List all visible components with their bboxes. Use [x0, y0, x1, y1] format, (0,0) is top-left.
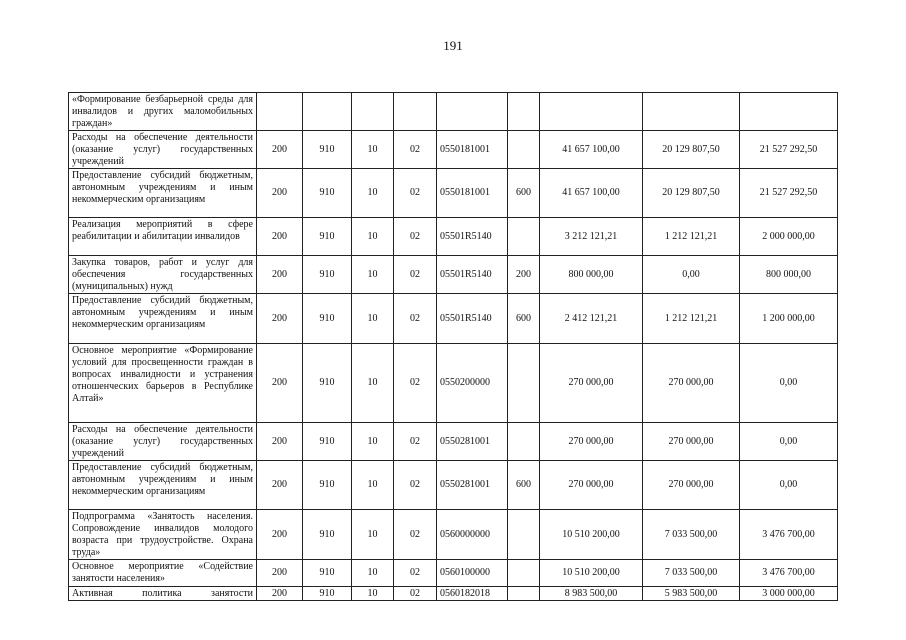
chapter-code-cell: 10 [352, 461, 394, 510]
amount-total-cell [540, 93, 643, 131]
expense-type-cell [508, 344, 540, 423]
amount-regional-cell: 21 527 292,50 [740, 131, 838, 169]
amount-total-cell: 3 212 121,21 [540, 218, 643, 256]
chapter-code-cell: 10 [352, 560, 394, 587]
expense-type-cell: 600 [508, 294, 540, 344]
amount-regional-cell: 0,00 [740, 344, 838, 423]
ministry-code-cell: 910 [303, 131, 352, 169]
amount-federal-cell: 270 000,00 [643, 461, 740, 510]
amount-federal-cell: 7 033 500,00 [643, 510, 740, 560]
amount-federal-cell: 20 129 807,50 [643, 131, 740, 169]
amount-total-cell: 10 510 200,00 [540, 510, 643, 560]
amount-regional-cell [740, 93, 838, 131]
subchapter-code-cell: 02 [394, 587, 437, 601]
ministry-code-cell: 910 [303, 560, 352, 587]
section-code-cell: 200 [257, 560, 303, 587]
chapter-code-cell: 10 [352, 510, 394, 560]
chapter-code-cell: 10 [352, 256, 394, 294]
target-article-cell: 0560182018 [437, 587, 508, 601]
amount-total-cell: 41 657 100,00 [540, 169, 643, 218]
ministry-code-cell: 910 [303, 587, 352, 601]
amount-federal-cell: 270 000,00 [643, 344, 740, 423]
subchapter-code-cell: 02 [394, 131, 437, 169]
amount-regional-cell: 0,00 [740, 423, 838, 461]
amount-federal-cell: 5 983 500,00 [643, 587, 740, 601]
section-code-cell: 200 [257, 344, 303, 423]
table-row [69, 423, 838, 461]
section-code-cell [257, 93, 303, 131]
row-name-cell: Предоставление субсидий бюджетным, автономным учреждениям и иным некоммерческим организациям [69, 169, 257, 218]
ministry-code-cell: 910 [303, 344, 352, 423]
table-row [69, 256, 838, 294]
subchapter-code-cell: 02 [394, 423, 437, 461]
ministry-code-cell [303, 93, 352, 131]
row-name-cell: Реализация мероприятий в сфере реабилитации и абилитации инвалидов [69, 218, 257, 256]
section-code-cell: 200 [257, 131, 303, 169]
amount-federal-cell: 0,00 [643, 256, 740, 294]
chapter-code-cell: 10 [352, 131, 394, 169]
target-article-cell: 0550181001 [437, 169, 508, 218]
subchapter-code-cell [394, 93, 437, 131]
ministry-code-cell: 910 [303, 510, 352, 560]
chapter-code-cell: 10 [352, 423, 394, 461]
table-row [69, 344, 838, 423]
amount-total-cell: 270 000,00 [540, 344, 643, 423]
amount-total-cell: 270 000,00 [540, 423, 643, 461]
amount-federal-cell: 7 033 500,00 [643, 560, 740, 587]
subchapter-code-cell: 02 [394, 510, 437, 560]
subchapter-code-cell: 02 [394, 344, 437, 423]
expense-type-cell [508, 423, 540, 461]
table-row [69, 294, 838, 344]
row-name-cell: «Формирование безбарьерной среды для инвалидов и других маломобильных граждан» [69, 93, 257, 131]
target-article-cell: 05501R5140 [437, 218, 508, 256]
ministry-code-cell: 910 [303, 218, 352, 256]
page-number: 191 [443, 38, 463, 53]
ministry-code-cell: 910 [303, 423, 352, 461]
amount-federal-cell [643, 93, 740, 131]
expense-type-cell [508, 510, 540, 560]
subchapter-code-cell: 02 [394, 256, 437, 294]
table-row [69, 93, 838, 131]
amount-regional-cell: 21 527 292,50 [740, 169, 838, 218]
target-article-cell [437, 93, 508, 131]
amount-federal-cell: 270 000,00 [643, 423, 740, 461]
section-code-cell: 200 [257, 256, 303, 294]
row-name-cell: Основное мероприятие «Содействие занятости населения» [69, 560, 257, 587]
target-article-cell: 0550181001 [437, 131, 508, 169]
section-code-cell: 200 [257, 294, 303, 344]
expense-type-cell [508, 93, 540, 131]
row-name-cell: Закупка товаров, работ и услуг для обеспечения государственных (муниципальных) нужд [69, 256, 257, 294]
ministry-code-cell: 910 [303, 256, 352, 294]
table-row [69, 461, 838, 510]
section-code-cell: 200 [257, 461, 303, 510]
amount-total-cell: 270 000,00 [540, 461, 643, 510]
row-name-cell: Расходы на обеспечение деятельности (оказание услуг) государственных учреждений [69, 131, 257, 169]
target-article-cell: 05501R5140 [437, 256, 508, 294]
target-article-cell: 05501R5140 [437, 294, 508, 344]
amount-federal-cell: 20 129 807,50 [643, 169, 740, 218]
chapter-code-cell: 10 [352, 344, 394, 423]
section-code-cell: 200 [257, 169, 303, 218]
amount-total-cell: 41 657 100,00 [540, 131, 643, 169]
subchapter-code-cell: 02 [394, 560, 437, 587]
amount-total-cell: 10 510 200,00 [540, 560, 643, 587]
amount-total-cell: 800 000,00 [540, 256, 643, 294]
ministry-code-cell: 910 [303, 294, 352, 344]
amount-total-cell: 2 412 121,21 [540, 294, 643, 344]
section-code-cell: 200 [257, 510, 303, 560]
table-row [69, 131, 838, 169]
amount-regional-cell: 3 476 700,00 [740, 560, 838, 587]
amount-regional-cell: 0,00 [740, 461, 838, 510]
table-row [69, 510, 838, 560]
expense-type-cell: 600 [508, 169, 540, 218]
target-article-cell: 0550200000 [437, 344, 508, 423]
chapter-code-cell: 10 [352, 169, 394, 218]
row-name-cell: Основное мероприятие «Формирование условий для просвещенности граждан в вопросах инвалидности и устранения отношенческих барьеров в Республике Алтай» [69, 344, 257, 423]
target-article-cell: 0560100000 [437, 560, 508, 587]
subchapter-code-cell: 02 [394, 461, 437, 510]
amount-federal-cell: 1 212 121,21 [643, 218, 740, 256]
amount-federal-cell: 1 212 121,21 [643, 294, 740, 344]
ministry-code-cell: 910 [303, 461, 352, 510]
amount-regional-cell: 800 000,00 [740, 256, 838, 294]
chapter-code-cell [352, 93, 394, 131]
chapter-code-cell: 10 [352, 294, 394, 344]
section-code-cell: 200 [257, 587, 303, 601]
amount-total-cell: 8 983 500,00 [540, 587, 643, 601]
table-row [69, 587, 838, 601]
subchapter-code-cell: 02 [394, 294, 437, 344]
target-article-cell: 0550281001 [437, 461, 508, 510]
amount-regional-cell: 1 200 000,00 [740, 294, 838, 344]
subchapter-code-cell: 02 [394, 218, 437, 256]
row-name-cell: Предоставление субсидий бюджетным, автономным учреждениям и иным некоммерческим организациям [69, 294, 257, 344]
amount-regional-cell: 3 476 700,00 [740, 510, 838, 560]
expense-type-cell [508, 587, 540, 601]
expense-type-cell: 600 [508, 461, 540, 510]
section-code-cell: 200 [257, 423, 303, 461]
row-name-cell: Подпрограмма «Занятость населения. Сопровождение инвалидов молодого возраста при трудоустройстве. Охрана труда» [69, 510, 257, 560]
table-row [69, 169, 838, 218]
ministry-code-cell: 910 [303, 169, 352, 218]
target-article-cell: 0560000000 [437, 510, 508, 560]
expense-type-cell [508, 218, 540, 256]
target-article-cell: 0550281001 [437, 423, 508, 461]
expense-type-cell: 200 [508, 256, 540, 294]
expense-type-cell [508, 131, 540, 169]
row-name-cell: Предоставление субсидий бюджетным, автономным учреждениям и иным некоммерческим организациям [69, 461, 257, 510]
section-code-cell: 200 [257, 218, 303, 256]
budget-table [68, 92, 838, 601]
row-name-cell: Расходы на обеспечение деятельности (оказание услуг) государственных учреждений [69, 423, 257, 461]
table-row [69, 218, 838, 256]
amount-regional-cell: 2 000 000,00 [740, 218, 838, 256]
amount-regional-cell: 3 000 000,00 [740, 587, 838, 601]
row-name-cell: Активная политика занятости [69, 587, 257, 601]
chapter-code-cell: 10 [352, 218, 394, 256]
table-row [69, 560, 838, 587]
expense-type-cell [508, 560, 540, 587]
subchapter-code-cell: 02 [394, 169, 437, 218]
chapter-code-cell: 10 [352, 587, 394, 601]
